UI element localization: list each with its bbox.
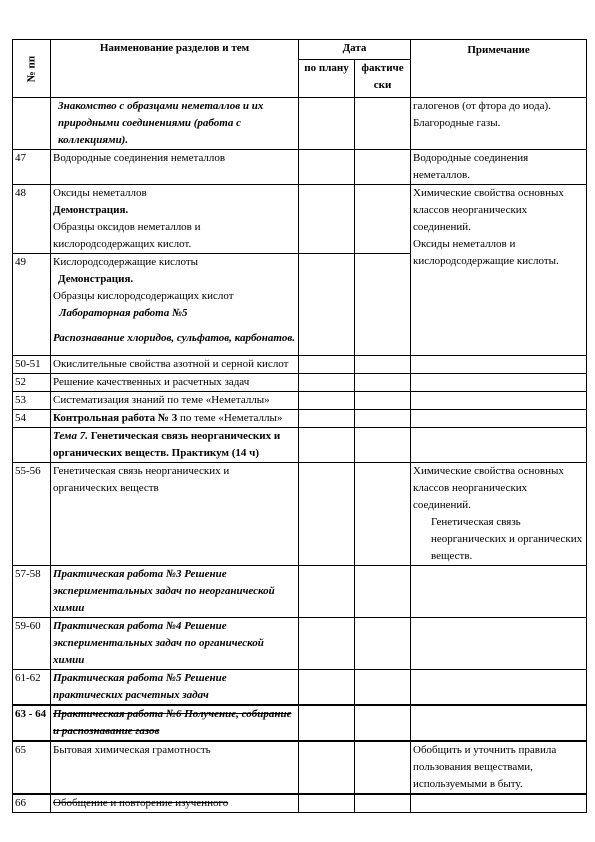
row-topic: Оксиды неметаллов Демонстрация. Образцы оксидов неметаллов и кислородсодержащих кислот. bbox=[51, 185, 299, 254]
row-date-fact bbox=[355, 428, 411, 463]
row-note: Обобщить и уточнить правила пользования веществами, используемыми в быту. bbox=[411, 741, 587, 794]
row-date-fact bbox=[355, 392, 411, 410]
row-topic: Систематизация знаний по теме «Неметаллы» bbox=[51, 392, 299, 410]
row-number: 63 - 64 bbox=[13, 705, 51, 741]
row-note: галогенов (от фтора до иода). Благородные газы. bbox=[411, 98, 587, 150]
row-topic: Кислородсодержащие кислоты Демонстрация. Образцы кислородсодержащих кислот Лабораторная работа №5 Распознавание хлоридов, сульфатов, карбонатов. bbox=[51, 254, 299, 356]
row-topic: Окислительные свойства азотной и серной кислот bbox=[51, 356, 299, 374]
row-date-plan bbox=[299, 98, 355, 150]
row-note bbox=[411, 392, 587, 410]
row-date-fact bbox=[355, 618, 411, 670]
row-date-fact bbox=[355, 185, 411, 254]
header-topic-name: Наименование разделов и тем bbox=[51, 40, 299, 98]
table-row bbox=[13, 356, 587, 374]
table-row bbox=[13, 410, 587, 428]
row-note bbox=[411, 705, 587, 741]
row-topic: Практическая работа №6 Получение, собирание и распознавание газов bbox=[51, 705, 299, 741]
table-row bbox=[13, 794, 587, 813]
lesson-plan-table bbox=[12, 39, 587, 813]
row-topic: Водородные соединения неметаллов bbox=[51, 150, 299, 185]
row-topic: Генетическая связь неорганических и органических веществ bbox=[51, 463, 299, 566]
row-note bbox=[411, 410, 587, 428]
row-date-plan bbox=[299, 356, 355, 374]
row-number: 59-60 bbox=[13, 618, 51, 670]
row-date-plan bbox=[299, 254, 355, 356]
section-heading: Тема 7. Генетическая связь неорганических и органических веществ. Практикум (14 ч) bbox=[51, 428, 299, 463]
table-row bbox=[13, 428, 587, 463]
row-number: 57-58 bbox=[13, 566, 51, 618]
row-date-fact bbox=[355, 566, 411, 618]
row-date-fact bbox=[355, 150, 411, 185]
table-row bbox=[13, 566, 587, 618]
row-note bbox=[411, 618, 587, 670]
row-note bbox=[411, 794, 587, 813]
row-number: 66 bbox=[13, 794, 51, 813]
row-topic: Практическая работа №5 Решение практических расчетных задач bbox=[51, 670, 299, 706]
row-date-plan bbox=[299, 428, 355, 463]
row-number: 48 bbox=[13, 185, 51, 254]
row-date-plan bbox=[299, 185, 355, 254]
row-date-plan bbox=[299, 463, 355, 566]
row-number bbox=[13, 98, 51, 150]
row-date-plan bbox=[299, 705, 355, 741]
row-date-plan bbox=[299, 410, 355, 428]
row-date-plan bbox=[299, 392, 355, 410]
header-note: Примечание bbox=[411, 40, 587, 98]
row-topic: Обобщение и повторение изученного bbox=[51, 794, 299, 813]
row-date-plan bbox=[299, 618, 355, 670]
table-row bbox=[13, 392, 587, 410]
row-date-fact bbox=[355, 463, 411, 566]
row-date-plan bbox=[299, 794, 355, 813]
row-date-fact bbox=[355, 410, 411, 428]
row-topic: Бытовая химическая грамотность bbox=[51, 741, 299, 794]
row-number: 52 bbox=[13, 374, 51, 392]
row-topic: Практическая работа №4 Решение экспериментальных задач по органической химии bbox=[51, 618, 299, 670]
row-date-plan bbox=[299, 150, 355, 185]
row-number: 54 bbox=[13, 410, 51, 428]
row-date-fact bbox=[355, 670, 411, 706]
row-note: Химические свойства основных классов неорганических соединений. Оксиды неметаллов и кислородсодержащие кислоты. bbox=[411, 185, 587, 356]
row-note: Водородные соединения неметаллов. bbox=[411, 150, 587, 185]
row-number: 55-56 bbox=[13, 463, 51, 566]
row-note bbox=[411, 374, 587, 392]
row-note bbox=[411, 428, 587, 463]
row-date-fact bbox=[355, 356, 411, 374]
row-date-fact bbox=[355, 705, 411, 741]
row-number: 50-51 bbox=[13, 356, 51, 374]
table-row bbox=[13, 741, 587, 794]
row-number: 49 bbox=[13, 254, 51, 356]
table-header-row bbox=[13, 40, 587, 60]
table-row bbox=[13, 98, 587, 150]
header-date-plan: по плану bbox=[299, 60, 355, 98]
table-row bbox=[13, 618, 587, 670]
table-row bbox=[13, 705, 587, 741]
row-topic: Знакомство с образцами неметаллов и их природными соединениями (работа с коллекциями). bbox=[51, 98, 299, 150]
table-row bbox=[13, 670, 587, 706]
row-number: 65 bbox=[13, 741, 51, 794]
header-date-fact: фактиче ски bbox=[355, 60, 411, 98]
header-date: Дата bbox=[299, 40, 411, 60]
row-date-fact bbox=[355, 98, 411, 150]
row-number: 53 bbox=[13, 392, 51, 410]
row-topic: Решение качественных и расчетных задач bbox=[51, 374, 299, 392]
row-note bbox=[411, 670, 587, 706]
row-date-fact bbox=[355, 254, 411, 356]
row-note bbox=[411, 356, 587, 374]
header-number: № пп bbox=[13, 40, 51, 98]
table-row bbox=[13, 463, 587, 566]
row-note bbox=[411, 566, 587, 618]
row-date-fact bbox=[355, 741, 411, 794]
row-topic: Практическая работа №3 Решение экспериментальных задач по неорганической химии bbox=[51, 566, 299, 618]
row-note: Химические свойства основных классов неорганических соединений. Генетическая связь неорганических и органических веществ. bbox=[411, 463, 587, 566]
row-topic: Контрольная работа № 3 по теме «Неметаллы» bbox=[51, 410, 299, 428]
row-number: 47 bbox=[13, 150, 51, 185]
row-date-plan bbox=[299, 374, 355, 392]
row-date-fact bbox=[355, 374, 411, 392]
row-number bbox=[13, 428, 51, 463]
row-date-fact bbox=[355, 794, 411, 813]
row-date-plan bbox=[299, 566, 355, 618]
row-date-plan bbox=[299, 670, 355, 706]
row-number: 61-62 bbox=[13, 670, 51, 706]
table-row bbox=[13, 374, 587, 392]
table-row bbox=[13, 150, 587, 185]
table-row bbox=[13, 185, 587, 254]
row-date-plan bbox=[299, 741, 355, 794]
